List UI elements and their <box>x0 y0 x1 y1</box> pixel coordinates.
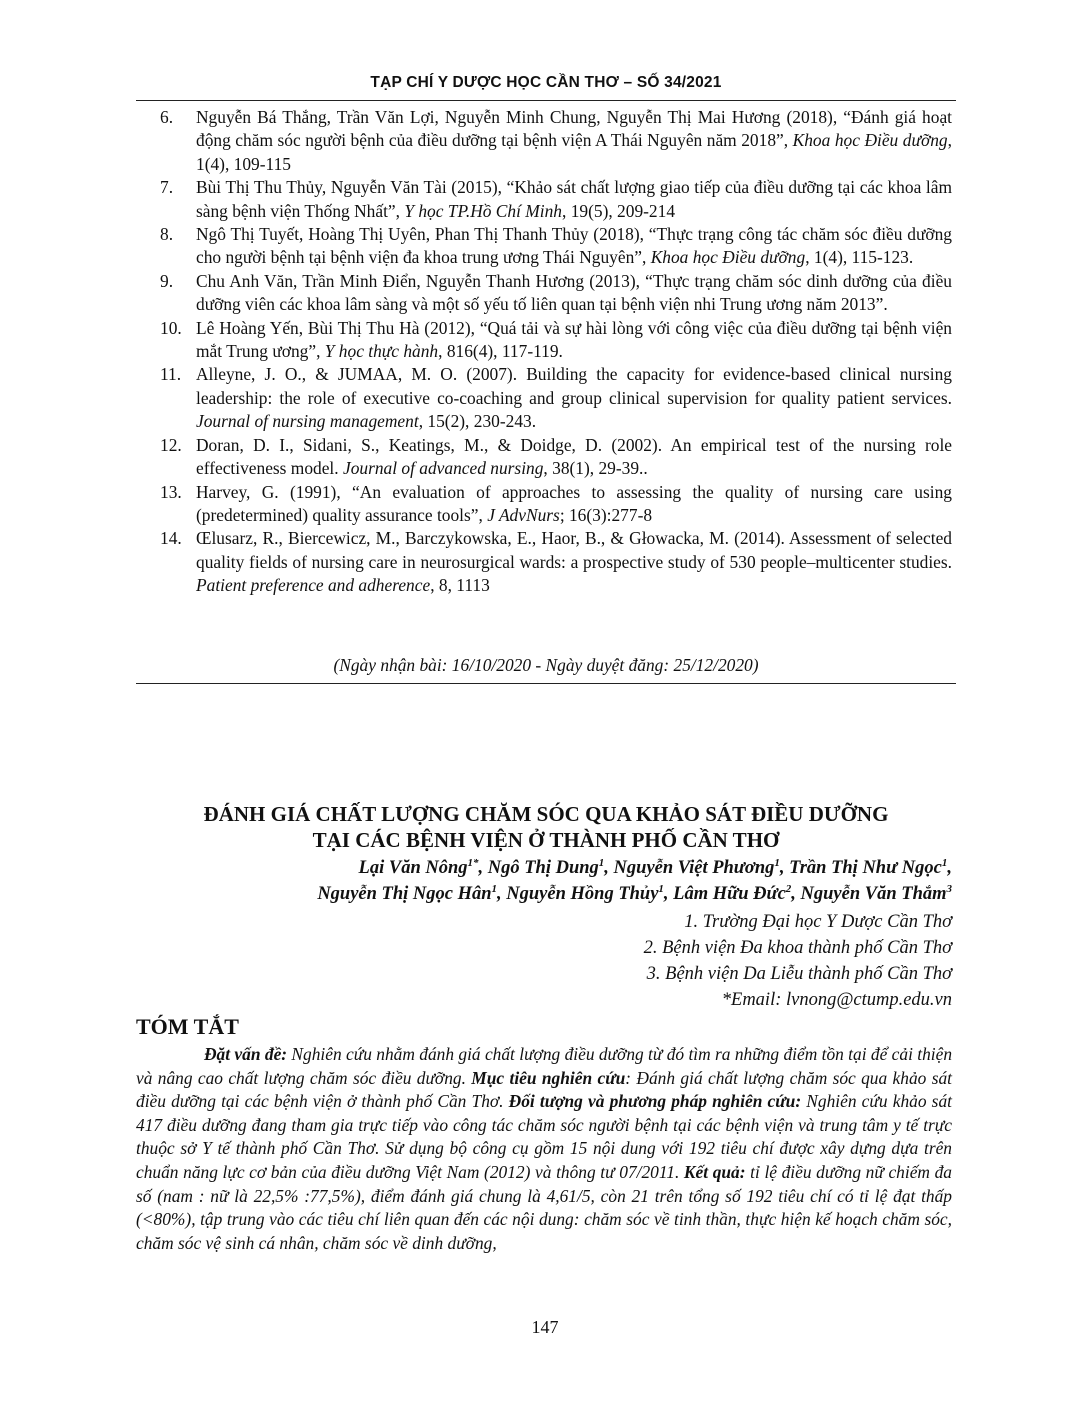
author-affiliation-mark: 3 <box>946 882 952 895</box>
reference-journal: Y học thực hành <box>324 341 439 362</box>
reference-text <box>196 223 952 270</box>
author-affiliation-mark: 1 <box>774 856 780 869</box>
reference-text <box>196 363 952 433</box>
reference-details: , 19(5), 209-214 <box>562 200 676 221</box>
reference-number: 6. <box>160 107 174 127</box>
abstract-section-label: Đối tượng và phương pháp nghiên cứu: <box>508 1091 802 1112</box>
author-separator: , <box>791 884 801 904</box>
reference-item <box>160 481 952 528</box>
author-affiliation-mark: 1 <box>598 856 605 869</box>
abstract-body <box>136 1043 952 1255</box>
author-separator: , <box>947 858 952 878</box>
author-affiliation-mark: 1* <box>467 856 479 869</box>
reference-citation: Œlusarz, R., Biercewicz, M., Barczykowska, E., Haor, B., & Głowacka, M. (2014). Assessment of selected quality fields of nursing care in neurosurgical wards: a prospective study of 530 people–multicenter studies. <box>196 528 952 572</box>
author <box>789 858 952 878</box>
abstract-section-text: Nghiên cứu khảo sát 417 điều dưỡng đang tham gia trực tiếp vào công tác chăm sóc người bệnh tại các bệnh viện và trung tâm y tế trực thuộc sở Y tế thành phố Cần Thơ. Sử dụng bộ công cụ gồm 15 nội dung với 192 tiêu chí được xây dựng dựa trên chuẩn năng lực cơ bản của điều dưỡng Việt Nam (2012) và thông tư 07/2011. <box>136 1091 952 1182</box>
abstract-section-text: : Đánh giá chất lượng chăm sóc qua khảo sát điều dưỡng tại các bệnh viện ở thành phố Cần Thơ. <box>136 1067 952 1112</box>
author <box>359 858 488 878</box>
author-list <box>136 855 952 907</box>
author-name: Nguyễn Thị Ngọc Hân <box>317 884 492 904</box>
reference-journal: Journal of advanced nursing <box>342 458 544 479</box>
reference-number: 14. <box>160 528 182 549</box>
reference-item <box>160 270 952 317</box>
reference-item <box>160 363 952 433</box>
reference-journal: Patient preference and adherence <box>196 575 431 596</box>
reference-citation: Bùi Thị Thu Thủy, Nguyễn Văn Tài (2015), “Khảo sát chất lượng giao tiếp của điều dưỡng tại các khoa lâm sàng bệnh viện Thống Nhất”, <box>196 177 952 221</box>
abstract-heading: TÓM TẮT <box>136 1014 239 1039</box>
reference-citation: Nguyễn Bá Thắng, Trần Văn Lợi, Nguyễn Minh Chung, Nguyễn Thị Mai Hương (2018), “Đánh giá hoạt động chăm sóc người bệnh của điều dưỡng tại bệnh viện A Thái Nguyên năm 2018”, <box>196 107 952 151</box>
abstract-section-text: Nghiên cứu nhằm đánh giá chất lượng điều dưỡng từ đó tìm ra những điểm tồn tại để cải thiện và nâng cao chất lượng chăm sóc điều dưỡng. <box>136 1044 953 1088</box>
reference-list <box>160 106 952 598</box>
author <box>317 884 506 904</box>
article-title-line-1: ĐÁNH GIÁ CHẤT LƯỢNG CHĂM SÓC QUA KHẢO SÁT ĐIỀU DƯỠNG <box>203 802 889 826</box>
reference-item <box>160 527 952 597</box>
author <box>506 884 673 904</box>
author-line-2 <box>136 881 952 907</box>
journal-header: TẠP CHÍ Y DƯỢC HỌC CẦN THƠ – SỐ 34/2021 <box>370 74 722 91</box>
reference-text <box>196 317 952 364</box>
reference-journal: Journal of nursing management <box>196 411 419 432</box>
author-affiliation-mark: 2 <box>785 882 792 895</box>
reference-details: , 1(4), 109-115 <box>196 130 952 174</box>
reference-number: 7. <box>160 177 174 198</box>
reference-journal: Khoa học Điều dưỡng <box>650 247 806 268</box>
author-name: Ngô Thị Dung <box>487 858 599 878</box>
page-number: 147 <box>531 1317 559 1337</box>
abstract-section-label: Kết quả: <box>683 1161 746 1182</box>
reference-text <box>196 270 952 317</box>
received-note: (Ngày nhận bài: 16/10/2020 - Ngày duyệt đăng: 25/12/2020) <box>333 655 759 675</box>
reference-item <box>160 106 952 176</box>
author-separator: , <box>779 858 790 878</box>
author-separator: , <box>497 884 507 904</box>
author-name: Nguyễn Việt Phương <box>613 858 775 878</box>
reference-details: , 8, 1113 <box>430 575 490 596</box>
author-separator: , <box>604 858 614 878</box>
reference-item <box>160 317 952 364</box>
reference-number: 12. <box>160 434 182 455</box>
reference-details: , 816(4), 117-119. <box>438 341 563 362</box>
abstract-section-label: Mục tiêu nghiên cứu <box>471 1067 626 1088</box>
affiliation-list <box>136 909 952 1013</box>
abstract-paragraph <box>136 1043 952 1255</box>
reference-journal: Y học TP.Hồ Chí Minh <box>404 200 562 221</box>
author-name: Nguyễn Văn Thắm <box>800 884 947 904</box>
reference-text <box>196 176 952 223</box>
abstract-section-label: Đặt vấn đề: <box>204 1044 288 1064</box>
author-name: Nguyễn Hồng Thủy <box>506 884 659 904</box>
author-affiliation-mark: 1 <box>658 882 664 895</box>
author <box>614 858 790 878</box>
reference-text <box>196 527 952 597</box>
affiliation-3: 3. Bệnh viện Da Liễu thành phố Cần Thơ <box>646 964 952 984</box>
reference-number: 13. <box>160 481 182 502</box>
reference-number: 10. <box>160 317 182 338</box>
reference-item <box>160 176 952 223</box>
author-name: Lâm Hữu Đức <box>673 884 786 904</box>
affiliation-2: 2. Bệnh viện Đa khoa thành phố Cần Thơ <box>643 938 952 958</box>
reference-journal: J AdvNurs <box>487 504 560 525</box>
author-separator: , <box>663 884 674 904</box>
reference-citation: Chu Anh Văn, Trần Minh Điển, Nguyễn Thanh Hương (2013), “Thực trạng chăm sóc dinh dưỡng của điều dưỡng viên các khoa lâm sàng và một số yếu tố liên quan tại bệnh viện nhi Trung ương năm 2013”. <box>196 270 952 315</box>
author-name: Trần Thị Như Ngọc <box>789 858 942 878</box>
reference-number: 8. <box>160 224 174 245</box>
affiliation-1: 1. Trường Đại học Y Dược Cần Thơ <box>684 912 952 932</box>
reference-text <box>196 481 952 528</box>
abstract-section-text: tỉ lệ điều dưỡng nữ chiếm đa số (nam : nữ là 22,5% :77,5%), điểm đánh giá chung là 4,61/5, còn 21 trên tổng số 192 tiêu chí có tỉ lệ đạt thấp (<80%), tập trung vào các tiêu chí liên quan đến các nội dung: chăm sóc về tinh thần, thực hiện kế hoạch chăm sóc, chăm sóc vệ sinh cá nhân, chăm sóc về dinh dưỡng, <box>136 1161 952 1253</box>
author-affiliation-mark: 1 <box>941 856 948 869</box>
reference-number: 9. <box>160 270 174 291</box>
reference-citation: Harvey, G. (1991), “An evaluation of approaches to assessing the quality of nursing care using (predetermined) quality assurance tools”, <box>196 481 952 525</box>
reference-citation: Doran, D. I., Sidani, S., Keatings, M., & Doidge, D. (2002). An empirical test of the nursing role effectiveness model. <box>196 434 952 479</box>
author-line-1 <box>136 855 952 881</box>
author <box>801 884 952 904</box>
author <box>673 884 800 904</box>
reference-citation: Alleyne, J. O., & JUMAA, M. O. (2007). Building the capacity for evidence-based clinical nursing leadership: the role of executive co-coaching and group clinical supervision for quality patient services. <box>196 364 952 408</box>
reference-details: , 1(4), 115-123. <box>805 247 914 268</box>
reference-text <box>196 106 952 176</box>
reference-citation: Lê Hoàng Yến, Bùi Thị Thu Hà (2012), “Quá tải và sự hài lòng với công việc của điều dưỡng tại bệnh viện mắt Trung ương”, <box>196 317 952 362</box>
article-title-line-2: TẠI CÁC BỆNH VIỆN Ở THÀNH PHỐ CẦN THƠ <box>312 828 780 852</box>
reference-citation: Ngô Thị Tuyết, Hoàng Thị Uyên, Phan Thị Thanh Thủy (2018), “Thực trạng công tác chăm sóc điều dưỡng cho người bệnh tại bệnh viện đa khoa trung ương Thái Nguyên”, <box>196 224 952 268</box>
reference-text <box>196 434 952 481</box>
author-name: Lại Văn Nông <box>358 858 468 878</box>
author-affiliation-mark: 1 <box>491 882 498 895</box>
header-rule <box>136 100 956 101</box>
reference-number: 11. <box>160 364 182 385</box>
reference-journal: Khoa học Điều dưỡng <box>792 130 948 151</box>
author-separator: , <box>478 858 488 878</box>
reference-details: , 38(1), 29-39.. <box>543 458 648 479</box>
reference-item <box>160 434 952 481</box>
article-title <box>136 801 956 853</box>
reference-details: ; 16(3):277-8 <box>559 504 653 525</box>
references-end-rule <box>136 683 956 684</box>
contact-email: *Email: lvnong@ctump.edu.vn <box>721 990 952 1010</box>
reference-item <box>160 223 952 270</box>
reference-details: , 15(2), 230-243. <box>418 411 537 432</box>
author <box>488 858 614 878</box>
